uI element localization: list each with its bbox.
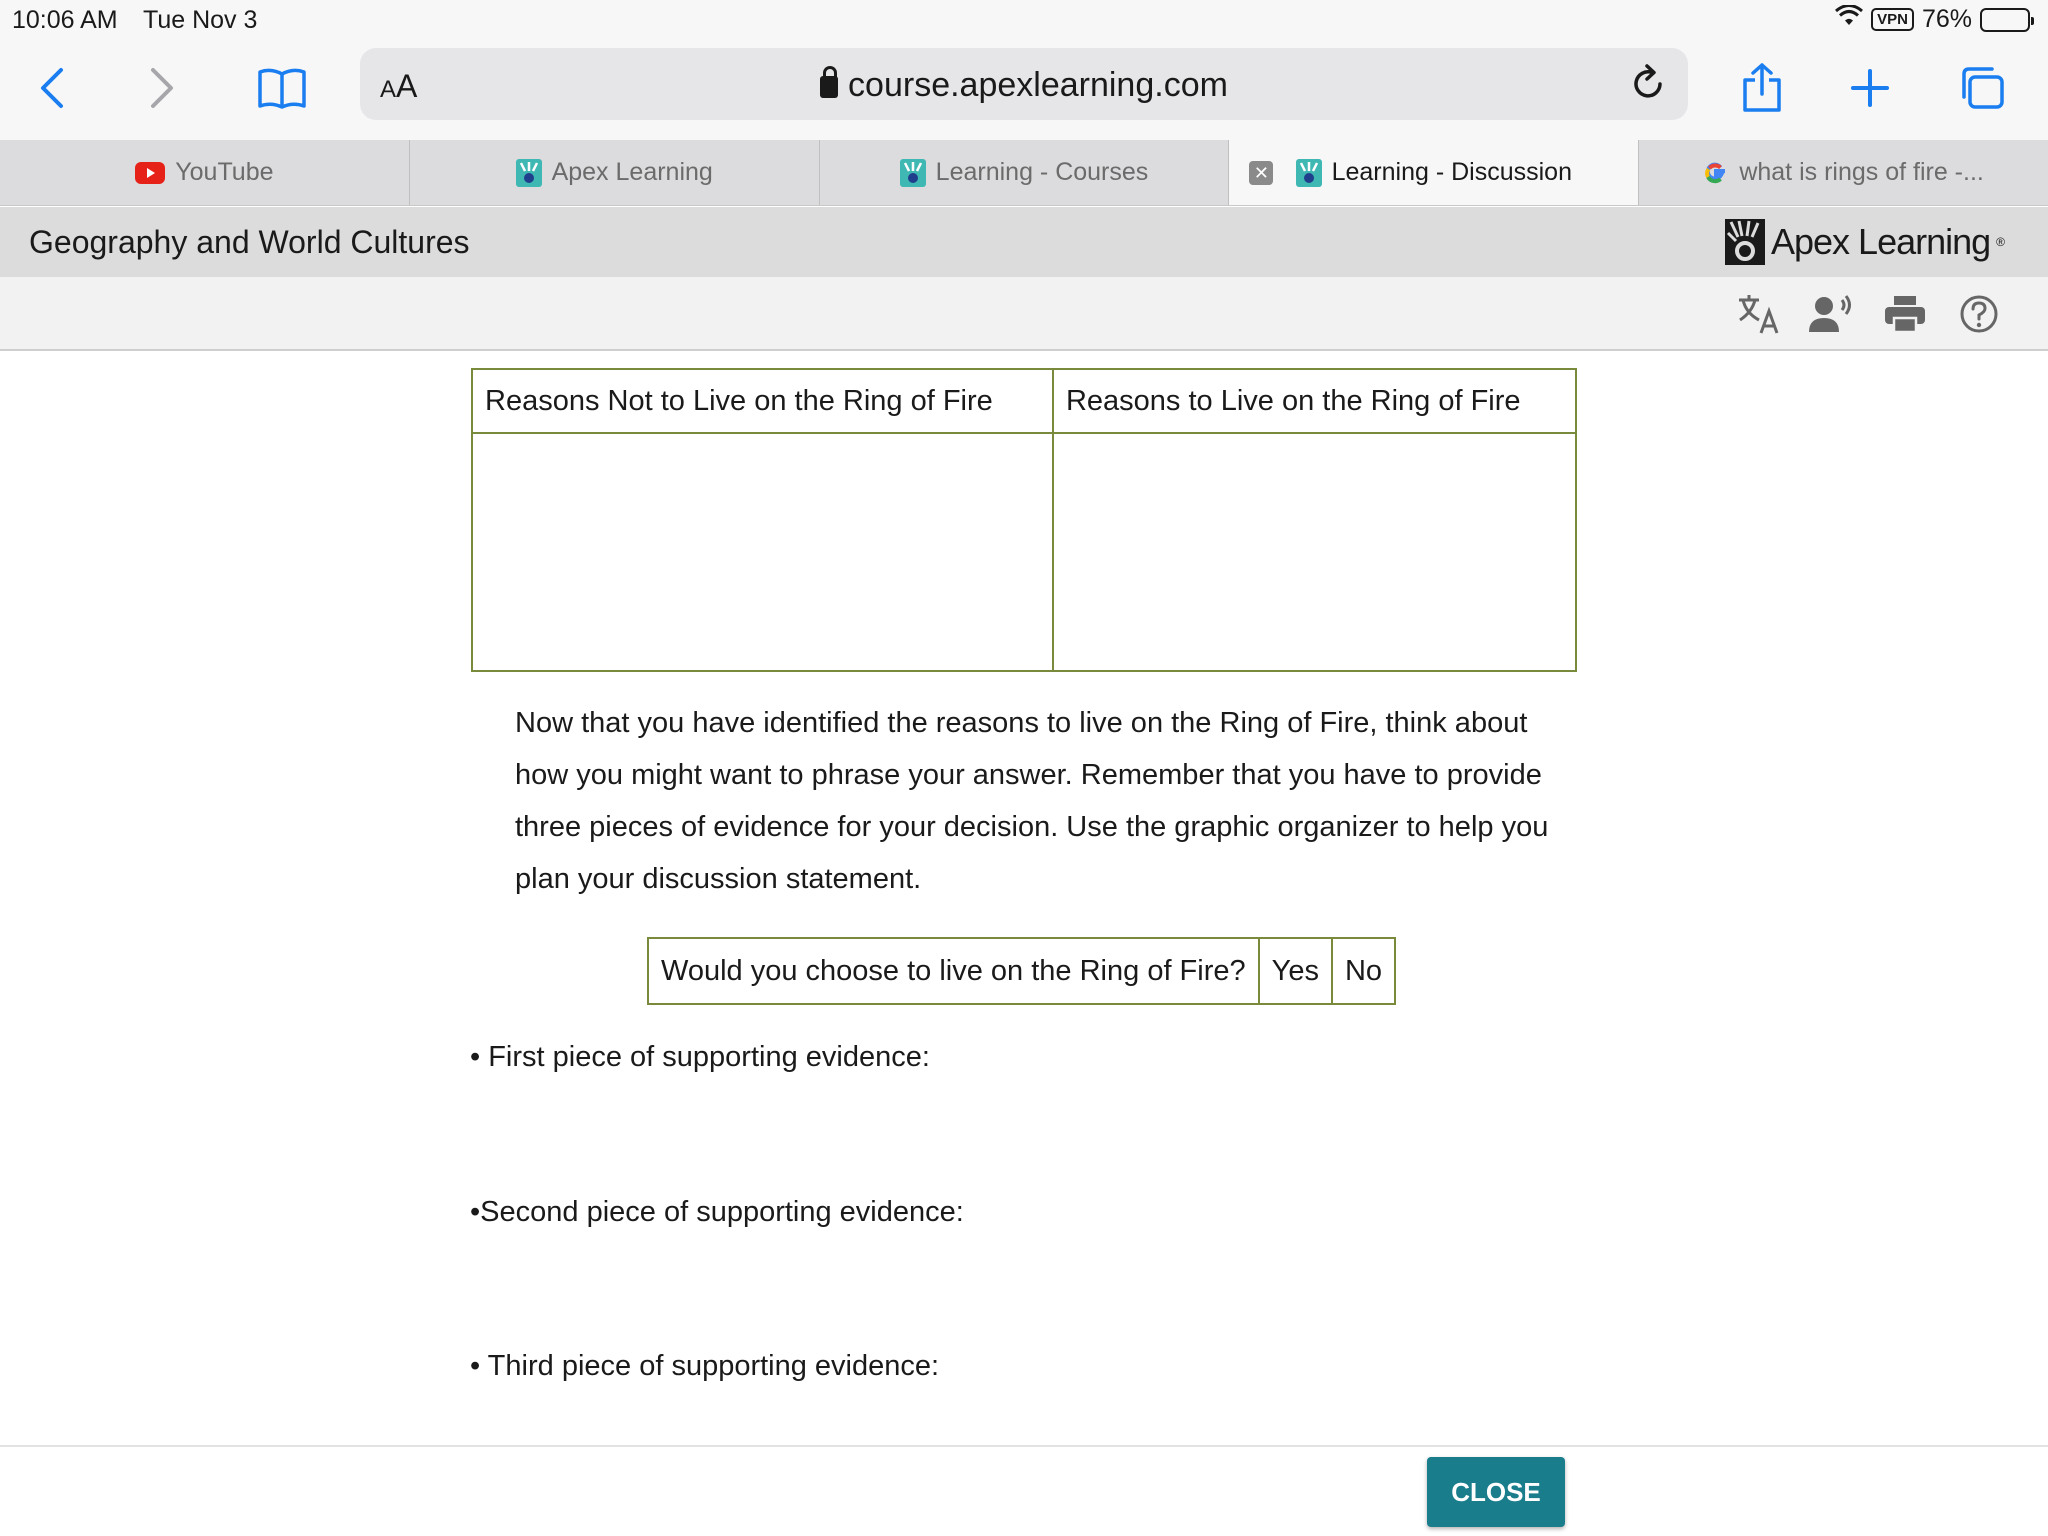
- reload-icon[interactable]: [1630, 64, 1666, 107]
- new-tab-icon[interactable]: [1840, 58, 1900, 118]
- read-aloud-icon[interactable]: [1808, 291, 1854, 337]
- tab-apex-learning[interactable]: [410, 140, 820, 205]
- organizer-cell-yes: [1053, 433, 1576, 671]
- tab-strip: [0, 140, 2048, 206]
- organizer-cell-not: [472, 433, 1053, 671]
- apex-icon: [1296, 159, 1322, 187]
- wifi-icon: [1835, 5, 1863, 34]
- evidence-first: • First piece of supporting evidence:: [470, 1041, 930, 1073]
- choice-no: No: [1332, 938, 1395, 1004]
- graphic-organizer: [471, 368, 1577, 672]
- course-header: [0, 207, 2048, 277]
- discussion-content: [0, 351, 2048, 1445]
- evidence-second: •Second piece of supporting evidence:: [470, 1196, 964, 1228]
- footer: [0, 1445, 2048, 1536]
- course-title: Geography and World Cultures: [29, 224, 470, 260]
- bookmarks-icon[interactable]: [252, 58, 312, 118]
- apex-learning-logo: [1725, 219, 2004, 265]
- tab-learning-discussion[interactable]: [1229, 140, 1639, 205]
- lock-icon: [820, 76, 838, 98]
- back-icon[interactable]: [22, 58, 82, 118]
- evidence-third: • Third piece of supporting evidence:: [470, 1350, 940, 1382]
- instructions-paragraph: Now that you have identified the reasons to live on the Ring of Fire, think about how you might want to phrase your answer. Remember that you have to provide three pieces of evidence for your decision. Use the graphic organizer to help you plan your discussion statement.: [515, 707, 1549, 895]
- tab-label: Apex Learning: [551, 158, 713, 186]
- tab-label: Learning - Courses: [935, 158, 1149, 186]
- url-text: course.apexlearning.com: [848, 66, 1228, 104]
- choice-question: Would you choose to live on the Ring of Fire?: [648, 938, 1259, 1004]
- tab-learning-courses[interactable]: [820, 140, 1230, 205]
- tool-row: [0, 277, 2048, 351]
- tab-youtube[interactable]: [0, 140, 410, 205]
- tab-overview-icon[interactable]: [1952, 58, 2012, 118]
- tab-label: what is rings of fire -...: [1739, 158, 1984, 186]
- print-icon[interactable]: [1882, 291, 1928, 337]
- google-icon: [1703, 160, 1729, 186]
- choice-yes: Yes: [1259, 938, 1332, 1004]
- vpn-badge: VPN: [1871, 8, 1914, 31]
- close-button[interactable]: CLOSE: [1427, 1457, 1565, 1527]
- address-bar[interactable]: [360, 48, 1688, 120]
- brand-name: Apex Learning: [1770, 221, 1991, 262]
- tab-label: YouTube: [175, 158, 274, 186]
- status-bar: [0, 0, 2048, 40]
- choice-table: [647, 937, 1396, 1005]
- apex-icon: [900, 159, 926, 187]
- translate-icon[interactable]: [1736, 291, 1782, 337]
- share-icon[interactable]: [1732, 58, 1792, 118]
- status-indicators: [1835, 5, 2030, 34]
- status-date: Tue Nov 3: [143, 6, 258, 34]
- brand-mark: ®: [1996, 235, 2004, 249]
- close-tab-icon[interactable]: ✕: [1249, 161, 1273, 185]
- battery-percent: 76%: [1921, 5, 1972, 33]
- battery-icon: [1980, 8, 2030, 32]
- organizer-header-not: Reasons Not to Live on the Ring of Fire: [472, 369, 1053, 433]
- tab-google-search[interactable]: [1639, 140, 2048, 205]
- apex-icon: [516, 159, 542, 187]
- forward-icon[interactable]: [132, 58, 192, 118]
- tab-label: Learning - Discussion: [1331, 158, 1572, 186]
- reader-options-button[interactable]: AA: [380, 68, 418, 104]
- url-display[interactable]: [360, 66, 1688, 105]
- browser-toolbar: [0, 40, 2048, 140]
- status-time: 10:06 AM: [12, 6, 118, 34]
- youtube-icon: [135, 162, 165, 184]
- organizer-header-yes: Reasons to Live on the Ring of Fire: [1053, 369, 1576, 433]
- help-icon[interactable]: [1956, 291, 2002, 337]
